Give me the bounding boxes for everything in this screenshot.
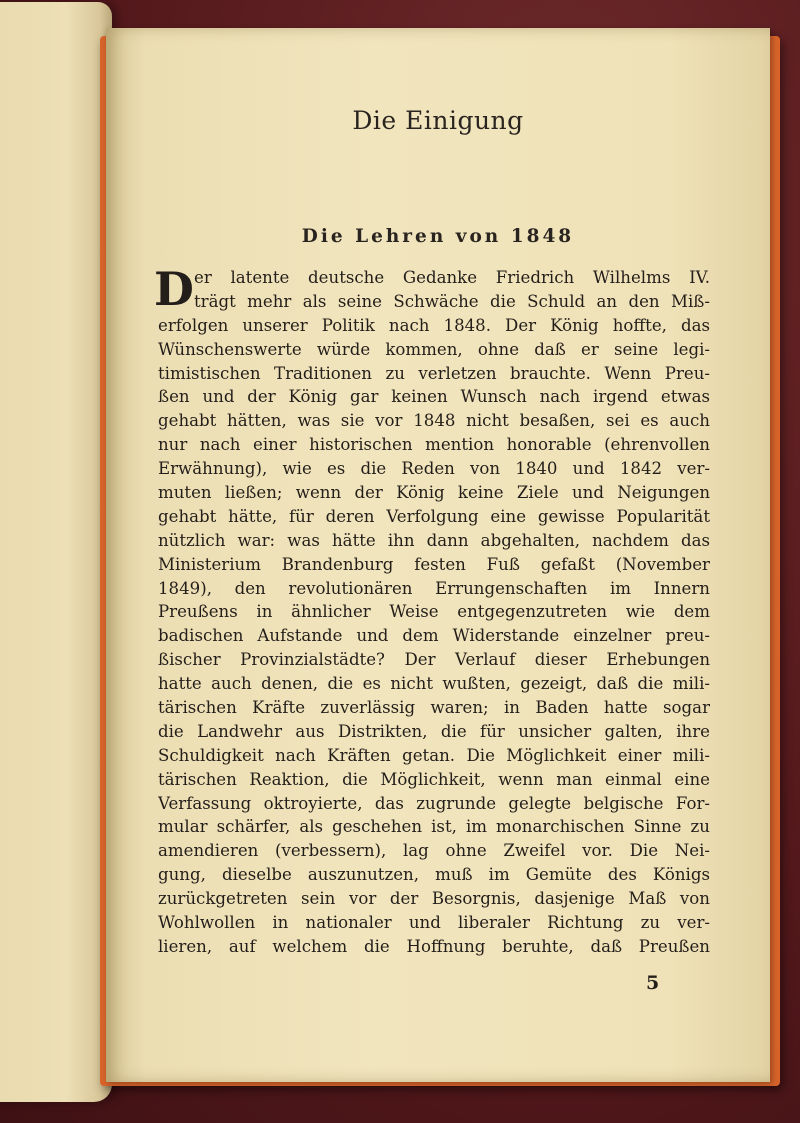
text-line: gehabt hätten, was sie vor 1848 nicht besaßen, sei es auch	[158, 411, 710, 431]
text-line: tärischen Reaktion, die Möglichkeit, wenn man einmal eine	[158, 769, 710, 789]
text-line: Schuldigkeit nach Kräften getan. Die Möglichkeit einer mili-	[158, 745, 710, 765]
text-line: lieren, auf welchem die Hoffnung beruhte, daß Preußen	[158, 936, 710, 956]
text-line: hatte auch denen, die es nicht wußten, gezeigt, daß die mili-	[158, 674, 710, 694]
drop-cap: D	[154, 262, 194, 316]
text-line: gung, dieselbe auszunutzen, muß im Gemüte des Königs	[158, 865, 710, 885]
text-line: nur nach einer historischen mention honorable (ehrenvollen	[158, 435, 710, 455]
text-line: ßischer Provinzialstädte? Der Verlauf dieser Erhebungen	[158, 650, 710, 670]
text-line: er latente deutsche Gedanke Friedrich Wilhelms IV.	[194, 268, 710, 287]
text-line: Preußens in ähnlicher Weise entgegenzutreten wie dem	[158, 602, 710, 622]
text-line: Wohlwollen in nationaler und liberaler Richtung zu ver-	[158, 913, 710, 933]
text-line: Erwähnung), wie es die Reden von 1840 und 1842 ver-	[158, 459, 710, 479]
text-line: muten ließen; wenn der König keine Ziele und Neigungen	[158, 483, 710, 503]
text-line: ßen und der König gar keinen Wunsch nach irgend etwas	[158, 387, 710, 407]
text-line: erfolgen unserer Politik nach 1848. Der König hoffte, das	[158, 315, 710, 335]
text-line: Ministerium Brandenburg festen Fuß gefaßt (November	[158, 554, 710, 574]
body-paragraph	[154, 262, 710, 959]
text-line: nützlich war: was hätte ihn dann abgehalten, nachdem das	[158, 530, 710, 550]
previous-page-edge	[0, 2, 112, 1102]
text-line: Wünschenswerte würde kommen, ohne daß er seine legi-	[158, 339, 710, 359]
text-line: gehabt hätte, für deren Verfolgung eine gewisse Popularität	[158, 506, 710, 526]
section-title: Die Lehren von 1848	[301, 226, 575, 247]
text-line: tärischen Kräfte zuverlässig waren; in Baden hatte sogar	[158, 698, 710, 718]
page-number: 5	[646, 972, 660, 994]
text-line: zurückgetreten sein vor der Besorgnis, dasjenige Maß von	[158, 889, 710, 909]
text-line: amendieren (verbessern), lag ohne Zweifel vor. Die Nei-	[158, 841, 710, 861]
text-line: die Landwehr aus Distrikten, die für unsicher galten, ihre	[158, 721, 710, 741]
book-page	[106, 28, 770, 1082]
text-line: timistischen Traditionen zu verletzen brauchte. Wenn Preu-	[158, 363, 710, 383]
text-line: mular schärfer, als geschehen ist, im monarchischen Sinne zu	[158, 817, 710, 837]
text-line: badischen Aufstande und dem Widerstande einzelner preu-	[158, 626, 710, 646]
text-line: Verfassung oktroyierte, das zugrunde gelegte belgische For-	[158, 793, 710, 813]
text-line: trägt mehr als seine Schwäche die Schuld an den Miß-	[194, 291, 710, 311]
text-line: 1849), den revolutionären Errungenschaften im Innern	[158, 578, 710, 598]
chapter-title: Die Einigung	[352, 106, 524, 135]
